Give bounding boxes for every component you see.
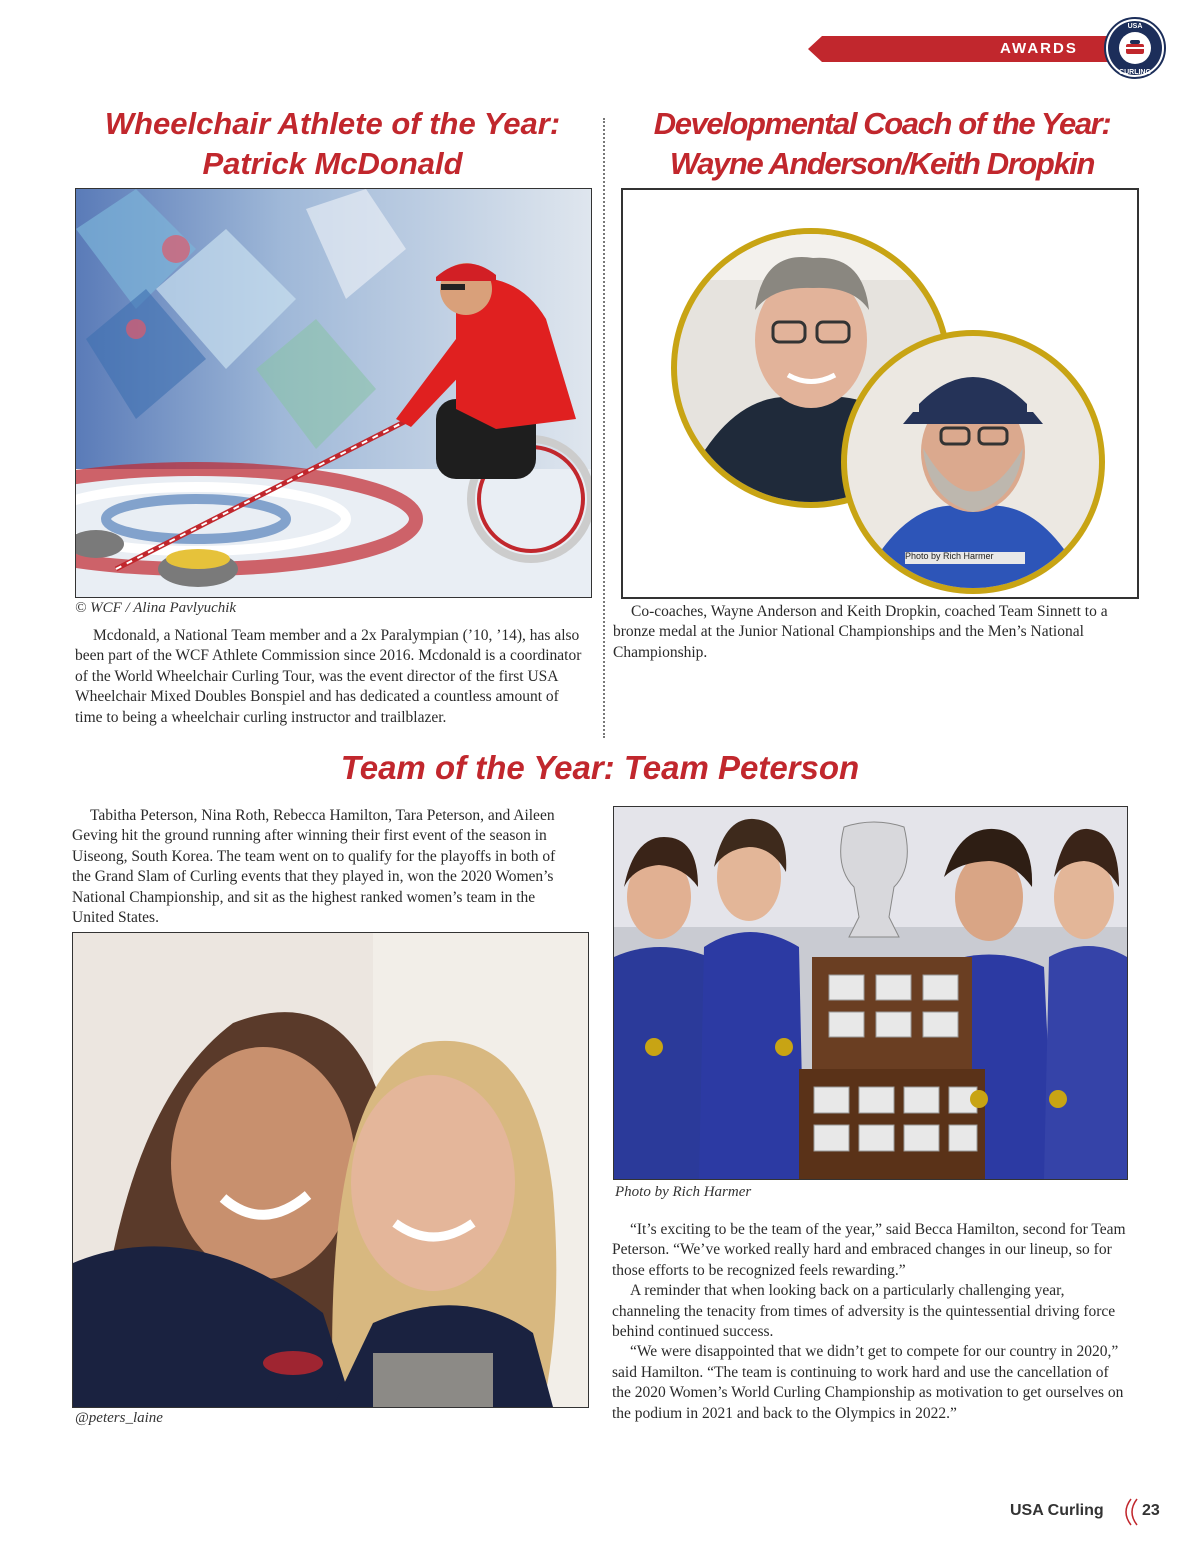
wheelchair-heading: [70, 104, 595, 184]
logo-text-top: USA: [1127, 23, 1143, 30]
team-quote: [612, 1220, 1128, 1424]
wheelchair-athlete-photo: [75, 188, 592, 598]
wheelchair-heading-line1: Wheelchair Athlete of the Year:: [104, 106, 561, 141]
wheelchair-body: [75, 626, 587, 728]
selfie-photo: [72, 932, 589, 1408]
footer-ornament: [1119, 1497, 1139, 1527]
column-divider: [603, 118, 605, 738]
footer-page-number: 23: [1142, 1502, 1160, 1519]
wheelchair-paragraph: Mcdonald, a National Team member and a 2x Paralympian (’10, ’14), has also been part of the WCF Athlete Commission since 2016. Mcdonald is a coordinator of the World Wheelchair Curling Tour, was the event director of the first USA Wheelchair Mixed Doubles Bonspiel and has dedicated a countless amount of time to being a wheelchair curling instructor and trailblazer.: [75, 627, 582, 726]
team-quote-paragraph-1: “It’s exciting to be the team of the year,” said Becca Hamilton, second for Team Peterson. “We’ve worked really hard and embraced changes in our lineup, so for those efforts to be recognized feels rewarding.”: [612, 1221, 1126, 1279]
coach-heading: [612, 104, 1152, 184]
logo-text-bottom: CURLING: [1119, 69, 1151, 76]
team-intro-paragraph: Tabitha Peterson, Nina Roth, Rebecca Hamilton, Tara Peterson, and Aileen Geving hit the ground running after winning their first event of the season in Uiseong, South Korea. The team went on to qualify for the playoffs in both of the Grand Slam of Curling events that they played in, won the 2020 Women’s National Championship, and sit as the highest ranked women’s team in the United States.: [72, 807, 556, 927]
usa-curling-logo: [1104, 17, 1166, 79]
wheelchair-photo-credit: © WCF / Alina Pavlyuchik: [75, 600, 237, 616]
footer-publication: USA Curling: [1010, 1502, 1104, 1519]
selfie-photo-credit: @peters_laine: [75, 1410, 163, 1426]
team-quote-paragraph-2: A reminder that when looking back on a particularly challenging year, channeling the tenacity from times of adversity is the quintessential driving force behind continued success.: [612, 1282, 1116, 1341]
team-quote-paragraph-3: “We were disappointed that we didn’t get to compete for our country in 2020,” said Hamilton. “The team is continuing to work hard and use the cancellation of the 2020 Women’s World Curling Championship as motivation to get ourselves on the podium in 2021 and back to the Olympics in 2022.”: [612, 1343, 1124, 1422]
wheelchair-heading-line2: Patrick McDonald: [202, 146, 463, 181]
team-heading: Team of the Year: Team Peterson: [340, 749, 860, 786]
coach-heading-line2: Wayne Anderson/Keith Dropkin: [669, 146, 1095, 181]
coach-paragraph: Co-coaches, Wayne Anderson and Keith Dropkin, coached Team Sinnett to a bronze medal at the Junior National Championships and the Men’s National Championship.: [613, 603, 1108, 661]
coaches-photo: [621, 188, 1139, 599]
team-intro: [72, 806, 574, 928]
coach-body: [613, 602, 1133, 663]
section-banner: [808, 36, 1128, 62]
section-label: AWARDS: [1000, 40, 1078, 57]
coach-heading-line1: Developmental Coach of the Year:: [653, 106, 1111, 141]
team-trophy-photo: [613, 806, 1128, 1180]
trophy-photo-credit: Photo by Rich Harmer: [615, 1184, 752, 1200]
coaches-photo-tag: Photo by Rich Harmer: [905, 551, 994, 561]
